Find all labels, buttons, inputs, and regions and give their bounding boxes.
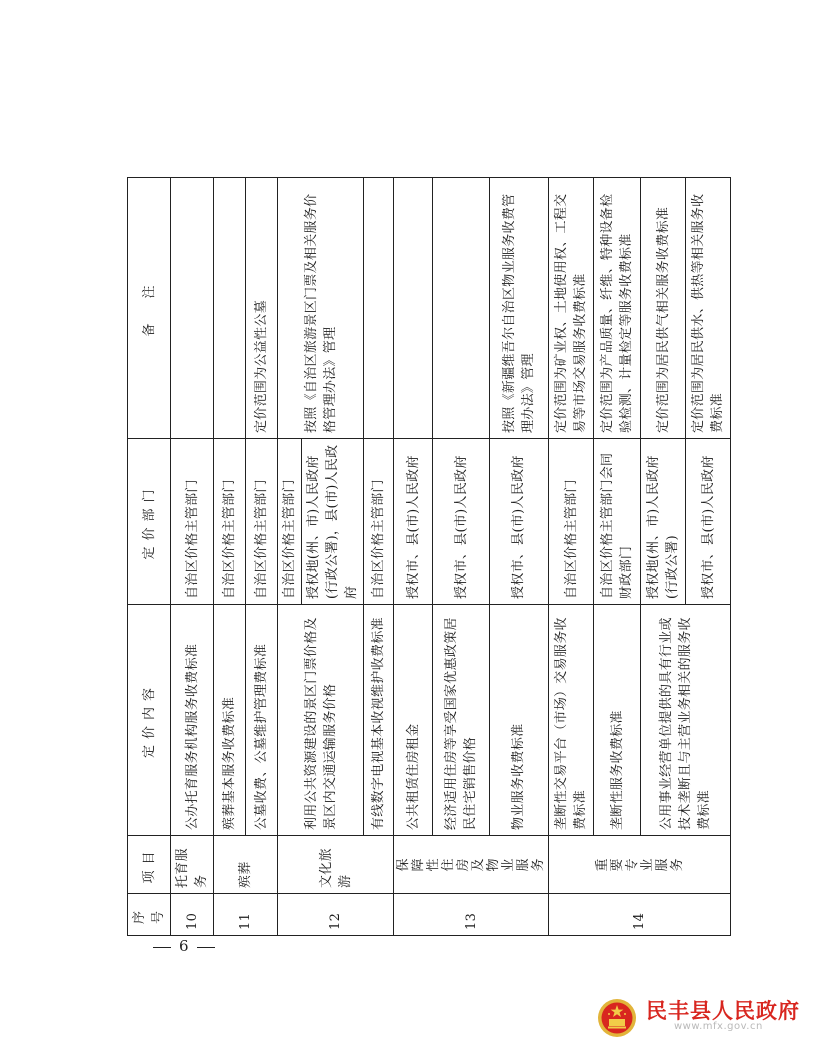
project-cell: 殡葬	[214, 836, 278, 894]
header-project: 项目	[128, 836, 171, 894]
seq-cell: 11	[214, 894, 278, 936]
content-cell: 垄断性交易平台（市场）交易服务收费标准	[549, 605, 594, 836]
department-cell: 授权地(州、市)人民政府(行政公署)	[641, 439, 686, 605]
table-row	[394, 178, 433, 936]
seq-cell: 14	[549, 894, 731, 936]
table-row	[171, 178, 214, 936]
page-number-dash-left	[153, 947, 171, 948]
table-row	[246, 178, 278, 936]
content-cell: 有线数字电视基本收视维护收费标准	[364, 605, 394, 836]
national-emblem-icon	[596, 997, 638, 1039]
seq-cell: 12	[278, 894, 394, 936]
department-cell: 自治区价格主管部门	[171, 439, 214, 605]
header-seq: 序号	[128, 894, 171, 936]
department-cell: 自治区价格主管部门	[214, 439, 246, 605]
header-content: 定价内容	[128, 605, 171, 836]
table-row	[214, 178, 246, 936]
table-row	[641, 178, 686, 936]
pricing-table	[127, 177, 731, 936]
remark-cell: 定价范围为矿业权、土地使用权、工程交易等市场交易服务收费标准	[549, 178, 594, 439]
project-cell	[549, 836, 731, 894]
table-row	[489, 178, 548, 936]
table-header-row	[128, 178, 171, 936]
brand-url: www.mfx.gov.cn	[674, 1021, 763, 1032]
project-cell	[394, 836, 549, 894]
project-cell: 托育服务	[171, 836, 214, 894]
content-cell: 经济适用住房等享受国家优惠政策居民住宅销售价格	[433, 605, 489, 836]
page-number-text: 6	[179, 937, 189, 955]
table-row	[549, 178, 594, 936]
content-cell: 公共租赁住房租金	[394, 605, 433, 836]
remark-cell: 按照《新疆维吾尔自治区物业服务收费管理办法》管理	[489, 178, 548, 439]
remark-cell	[171, 178, 214, 439]
table-row	[594, 178, 641, 936]
table-row	[278, 178, 302, 936]
content-cell: 公办托育服务机构服务收费标准	[171, 605, 214, 836]
page-number	[153, 937, 215, 955]
remark-cell: 定价范围为居民供水、供热等相关服务收费标准	[686, 178, 731, 439]
remark-cell: 定价范围为公益性公墓	[246, 178, 278, 439]
content-cell: 利用公共资源建设的景区门票价格及景区内交通运输服务价格	[278, 605, 364, 836]
table-row	[364, 178, 394, 936]
content-cell: 垄断性服务收费标准	[594, 605, 641, 836]
department-cell: 自治区价格主管部门	[549, 439, 594, 605]
department-cell: 授权市、县(市)人民政府	[489, 439, 548, 605]
seq-cell: 13	[394, 894, 549, 936]
site-watermark-logo	[596, 993, 802, 1043]
header-department: 定价部门	[128, 439, 171, 605]
project-cell-text: 保障性住房及物业服务	[396, 858, 546, 872]
remark-cell: 按照《自治区旅游景区门票及相关服务价格管理办法》管理	[278, 178, 364, 439]
department-cell: 授权市、县(市)人民政府	[433, 439, 489, 605]
department-cell: 授权地(州、市)人民政府(行政公署)，县(市)人民政府	[302, 439, 364, 605]
remark-cell: 定价范围为产品质量、纤维、特种设备检验检测、计量检定等服务收费标准	[594, 178, 641, 439]
department-cell: 授权市、县(市)人民政府	[686, 439, 731, 605]
department-cell: 授权市、县(市)人民政府	[394, 439, 433, 605]
page-number-dash-right	[197, 947, 215, 948]
brand-name: 民丰县人民政府	[646, 999, 800, 1023]
project-cell: 文化旅游	[278, 836, 394, 894]
remark-cell	[364, 178, 394, 439]
seq-cell: 10	[171, 894, 214, 936]
content-cell: 殡葬基本服务收费标准	[214, 605, 246, 836]
content-cell: 物业服务收费标准	[489, 605, 548, 836]
department-cell: 自治区价格主管部门	[364, 439, 394, 605]
department-cell: 自治区价格主管部门	[246, 439, 278, 605]
remark-cell	[433, 178, 489, 439]
department-cell: 自治区价格主管部门	[278, 439, 302, 605]
remark-cell: 定价范围为居民供气相关服务收费标准	[641, 178, 686, 439]
remark-cell	[394, 178, 433, 439]
content-cell: 公墓收费、公墓维护管理费标准	[246, 605, 278, 836]
header-remark: 备 注	[128, 178, 171, 439]
content-cell: 公用事业经营单位提供的具有行业或技术垄断且与主营业务相关的服务收费标准	[641, 605, 731, 836]
remark-cell	[214, 178, 246, 439]
department-cell: 自治区价格主管部门会同财政部门	[594, 439, 641, 605]
rotated-page-content	[127, 178, 725, 936]
table-row	[433, 178, 489, 936]
project-cell-text: 重要专业服务	[594, 858, 685, 872]
